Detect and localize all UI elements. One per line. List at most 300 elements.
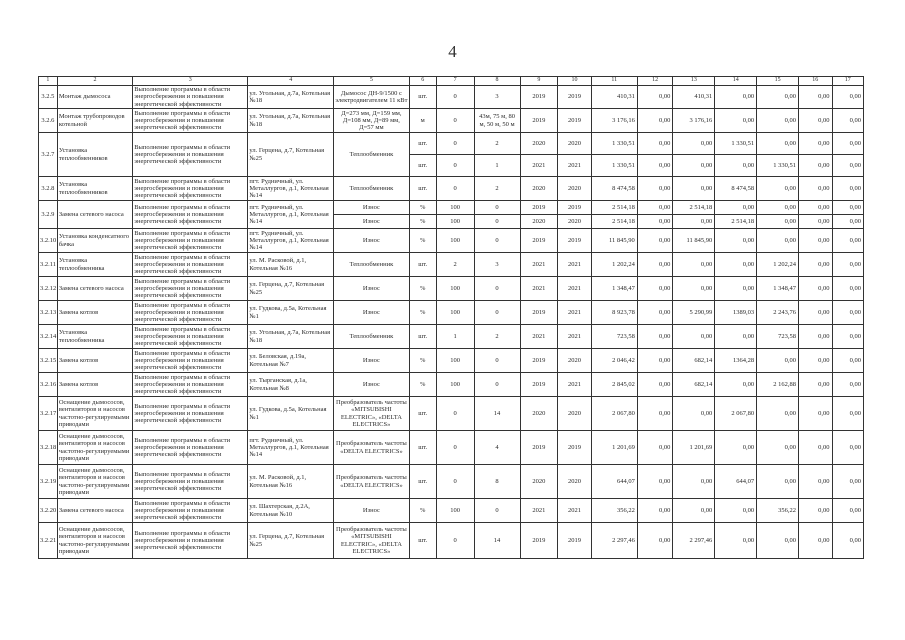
table-cell: пгт. Рудничный, ул. Металлургов, д.1, Котельная №14 [248, 431, 334, 465]
table-cell: ул. Шахтерская, д.2А, Котельная №10 [248, 499, 334, 523]
table-cell: Выполнение программы в области энергосбережения и повышения энергетической эффективности [133, 109, 248, 133]
table-cell: 410,31 [673, 86, 715, 109]
table-cell: 0 [436, 523, 474, 559]
table-cell: 0,00 [832, 86, 863, 109]
table-cell: 0 [436, 155, 474, 177]
table-cell: 2 845,02 [591, 373, 637, 397]
table-cell: 1 330,51 [591, 133, 637, 155]
table-row [39, 253, 864, 277]
table-cell: 1 330,51 [715, 133, 757, 155]
table-cell: 0,00 [757, 431, 799, 465]
table-cell: 3 176,16 [673, 109, 715, 133]
column-number: 5 [334, 77, 409, 86]
table-cell: Выполнение программы в области энергосбережения и повышения энергетической эффективности [133, 325, 248, 349]
table-cell: Замена котлов [57, 301, 132, 325]
table-cell: 1 202,24 [757, 253, 799, 277]
table-cell: ул. Угольная, д.7а, Котельная №18 [248, 109, 334, 133]
table-cell: 1364,28 [715, 349, 757, 373]
table-cell: 0,00 [832, 499, 863, 523]
table-cell: 2 514,18 [673, 201, 715, 215]
table-cell: Установка теплообменников [57, 133, 132, 177]
table-cell: 2021 [520, 499, 558, 523]
table-cell: 0,00 [832, 465, 863, 499]
table-cell: 0,00 [673, 499, 715, 523]
table-cell: 2019 [520, 373, 558, 397]
table-cell: Выполнение программы в области энергосбережения и повышения энергетической эффективности [133, 177, 248, 201]
table-row [39, 86, 864, 109]
table-cell: 0,00 [757, 349, 799, 373]
table-cell: 100 [436, 215, 474, 229]
table-cell: 3 [474, 253, 520, 277]
table-cell: ул. Гудкова, д.5а, Котельная №1 [248, 301, 334, 325]
table-cell: 0,00 [637, 373, 673, 397]
table-cell: ул. Герцена, д.7, Котельная №25 [248, 277, 334, 301]
table-cell: ул. Тырганская, д.1а, Котельная №8 [248, 373, 334, 397]
column-number: 9 [520, 77, 558, 86]
table-cell: 11 845,90 [591, 229, 637, 253]
table-cell: Теплообменник [334, 253, 409, 277]
table-cell: 0,00 [799, 201, 833, 215]
table-cell: 0,00 [832, 431, 863, 465]
table-cell: шт. [409, 155, 436, 177]
table-cell: 3 [474, 86, 520, 109]
table-cell: 2019 [520, 229, 558, 253]
table-cell: Износ [334, 373, 409, 397]
table-cell: 0,00 [832, 201, 863, 215]
table-cell: Установка теплообменника [57, 253, 132, 277]
table-cell: 0,00 [757, 397, 799, 431]
table-cell: 0,00 [715, 499, 757, 523]
table-cell: 2019 [520, 301, 558, 325]
table-cell: 0 [436, 177, 474, 201]
table-cell: 0,00 [637, 229, 673, 253]
table-cell: 3.2.11 [39, 253, 58, 277]
table-row [39, 277, 864, 301]
table-cell: 0 [436, 109, 474, 133]
table-cell: пгт. Рудничный, ул. Металлургов, д.1, Котельная №14 [248, 229, 334, 253]
table-cell: 3.2.10 [39, 229, 58, 253]
table-cell: Износ [334, 499, 409, 523]
table-cell: 2 243,76 [757, 301, 799, 325]
table-cell: Выполнение программы в области энергосбережения и повышения энергетической эффективности [133, 201, 248, 229]
table-cell: ул. Угольная, д.7а, Котельная №18 [248, 86, 334, 109]
table-cell: 3.2.5 [39, 86, 58, 109]
table-cell: 0,00 [799, 431, 833, 465]
table-cell: 0,00 [832, 177, 863, 201]
table-cell: % [409, 215, 436, 229]
table-cell: 0,00 [799, 109, 833, 133]
table-cell: 1 201,69 [673, 431, 715, 465]
table-cell: 2019 [558, 431, 592, 465]
table-cell: шт. [409, 86, 436, 109]
table-cell: 0,00 [832, 277, 863, 301]
table-cell: 0,00 [715, 229, 757, 253]
table-cell: 0,00 [832, 523, 863, 559]
table-cell: Преобразователь частоты «DELTA ELECTRICS» [334, 465, 409, 499]
table-cell: 0,00 [637, 301, 673, 325]
table-cell: 0,00 [673, 133, 715, 155]
table-cell: % [409, 373, 436, 397]
table-cell: 0,00 [832, 373, 863, 397]
table-cell: 2019 [558, 523, 592, 559]
table-cell: 3.2.12 [39, 277, 58, 301]
table-cell: 2020 [558, 177, 592, 201]
column-number: 14 [715, 77, 757, 86]
table-cell: 2020 [520, 133, 558, 155]
table-cell: 0,00 [799, 155, 833, 177]
table-cell: 3.2.15 [39, 349, 58, 373]
table-cell: 0 [474, 277, 520, 301]
table-row [39, 301, 864, 325]
table-cell: 0 [474, 373, 520, 397]
table-cell: 2 297,46 [673, 523, 715, 559]
table-cell: 1 202,24 [591, 253, 637, 277]
table-cell: 3.2.21 [39, 523, 58, 559]
table-cell: Выполнение программы в области энергосбережения и повышения энергетической эффективности [133, 431, 248, 465]
table-cell: Выполнение программы в области энергосбережения и повышения энергетической эффективности [133, 277, 248, 301]
table-cell: Оснащение дымососов, вентиляторов и насосов частотно-регулируемыми приводами [57, 397, 132, 431]
table-cell: Выполнение программы в области энергосбережения и повышения энергетической эффективности [133, 133, 248, 177]
table-cell: 2021 [558, 277, 592, 301]
table-cell: 0,00 [757, 109, 799, 133]
table-cell: 0,00 [637, 397, 673, 431]
table-cell: ул. М. Расковой, д.1, Котельная №16 [248, 253, 334, 277]
table-cell: 0,00 [637, 431, 673, 465]
table-cell: 356,22 [757, 499, 799, 523]
table-cell: 0 [436, 86, 474, 109]
table-cell: Выполнение программы в области энергосбережения и повышения энергетической эффективности [133, 349, 248, 373]
column-number: 10 [558, 77, 592, 86]
table-cell: Установка теплообменника [57, 325, 132, 349]
table-cell: 100 [436, 349, 474, 373]
table-cell: % [409, 201, 436, 215]
table-cell: 2020 [520, 215, 558, 229]
table-cell: 3.2.19 [39, 465, 58, 499]
table-cell: 0,00 [715, 155, 757, 177]
table-cell: 0,00 [673, 465, 715, 499]
table-cell: 11 845,90 [673, 229, 715, 253]
table-cell: 0,00 [637, 523, 673, 559]
table-cell: шт. [409, 397, 436, 431]
column-number: 6 [409, 77, 436, 86]
table-cell: 3.2.18 [39, 431, 58, 465]
column-number-row [39, 77, 864, 86]
table-row [39, 373, 864, 397]
table-cell: 3.2.7 [39, 133, 58, 177]
table-cell: ул. Герцена, д.7, Котельная №25 [248, 133, 334, 177]
table-cell: 723,58 [591, 325, 637, 349]
table-cell: 3.2.9 [39, 201, 58, 229]
table-cell: 0,00 [715, 201, 757, 215]
table-cell: 1 [474, 155, 520, 177]
table-cell: Замена сетевого насоса [57, 499, 132, 523]
table-cell: 8 923,78 [591, 301, 637, 325]
table-cell: 100 [436, 301, 474, 325]
table-cell: 0,00 [673, 325, 715, 349]
column-number: 16 [799, 77, 833, 86]
table-cell: 0,00 [757, 133, 799, 155]
table-cell: 3 176,16 [591, 109, 637, 133]
table-cell: 2020 [558, 465, 592, 499]
table-cell: 2 514,18 [591, 201, 637, 215]
table-cell: шт. [409, 523, 436, 559]
table-cell: пгт. Рудничный, ул. Металлургов, д.1, Котельная №14 [248, 201, 334, 229]
table-cell: 0,00 [715, 86, 757, 109]
table-cell: 2 [474, 325, 520, 349]
table-cell: 2019 [520, 523, 558, 559]
table-cell: 5 290,99 [673, 301, 715, 325]
column-number: 2 [57, 77, 132, 86]
table-cell: 2 [474, 133, 520, 155]
table-cell: 0,00 [673, 155, 715, 177]
table-cell: 682,14 [673, 349, 715, 373]
table-cell: 0,00 [757, 177, 799, 201]
table-cell: 0,00 [637, 465, 673, 499]
table-cell: 0,00 [673, 397, 715, 431]
table-cell: 0,00 [715, 253, 757, 277]
table-cell: 0,00 [757, 201, 799, 215]
table-cell: 0,00 [757, 215, 799, 229]
table-cell: 723,58 [757, 325, 799, 349]
table-cell: 0,00 [799, 349, 833, 373]
table-cell: 2021 [558, 325, 592, 349]
table-cell: Выполнение программы в области энергосбережения и повышения энергетической эффективности [133, 373, 248, 397]
table-cell: ул. М. Расковой, д.1, Котельная №16 [248, 465, 334, 499]
table-cell: 100 [436, 373, 474, 397]
table-cell: % [409, 349, 436, 373]
table-cell: 3.2.16 [39, 373, 58, 397]
column-number: 4 [248, 77, 334, 86]
table-cell: 0,00 [757, 465, 799, 499]
table-cell: % [409, 229, 436, 253]
table-cell: 2 046,42 [591, 349, 637, 373]
table-cell: Преобразователь частоты «MITSUBISHI ELECTRIC», «DELTA ELECTRICS» [334, 523, 409, 559]
table-cell: 1 348,47 [591, 277, 637, 301]
table-cell: 2 067,80 [591, 397, 637, 431]
table-cell: 0,00 [799, 499, 833, 523]
table-cell: 0,00 [799, 465, 833, 499]
table-cell: м [409, 109, 436, 133]
table-cell: 0,00 [637, 86, 673, 109]
table-cell: 2020 [520, 177, 558, 201]
table-cell: 2 162,88 [757, 373, 799, 397]
table-cell: 2021 [520, 253, 558, 277]
table-cell: 0,00 [832, 229, 863, 253]
table-cell: 0,00 [637, 133, 673, 155]
table-cell: 2 514,18 [715, 215, 757, 229]
table-cell: Износ [334, 215, 409, 229]
table-cell: Замена котлов [57, 349, 132, 373]
table-cell: 2021 [558, 373, 592, 397]
table-cell: 2020 [520, 465, 558, 499]
table-cell: 0,00 [832, 133, 863, 155]
table-cell: 0,00 [637, 253, 673, 277]
table-cell: 0,00 [832, 215, 863, 229]
table-cell: 0,00 [799, 177, 833, 201]
table-cell: 100 [436, 229, 474, 253]
table-cell: 0,00 [715, 325, 757, 349]
table-cell: 0,00 [799, 397, 833, 431]
table-cell: 1 201,69 [591, 431, 637, 465]
table-cell: 8 474,58 [591, 177, 637, 201]
table-cell: ул. Беловская, д.19а, Котельная №7 [248, 349, 334, 373]
table-cell: 2 514,18 [591, 215, 637, 229]
table-cell: 2019 [520, 86, 558, 109]
table-cell: 2021 [520, 277, 558, 301]
table-cell: Выполнение программы в области энергосбережения и повышения энергетической эффективности [133, 523, 248, 559]
table-cell: 2020 [520, 397, 558, 431]
table-row [39, 109, 864, 133]
table-cell: 0 [474, 499, 520, 523]
table-cell: 0,00 [799, 229, 833, 253]
table-cell: 2019 [558, 109, 592, 133]
table-cell: 2 297,46 [591, 523, 637, 559]
table-cell: 0,00 [799, 373, 833, 397]
table-cell: 2019 [520, 109, 558, 133]
table-cell: 14 [474, 523, 520, 559]
table-row [39, 325, 864, 349]
table-row [39, 431, 864, 465]
table-cell: 2021 [558, 499, 592, 523]
table-cell: Установка теплообменников [57, 177, 132, 201]
table-cell: 2021 [558, 301, 592, 325]
table-cell: 2 [474, 177, 520, 201]
table-cell: шт. [409, 431, 436, 465]
table-cell: 0 [474, 349, 520, 373]
table-cell: 100 [436, 201, 474, 215]
table-cell: 410,31 [591, 86, 637, 109]
table-cell: 644,07 [715, 465, 757, 499]
table-cell: Износ [334, 349, 409, 373]
table-cell: ул. Герцена, д.7, Котельная №25 [248, 523, 334, 559]
table-cell: Износ [334, 201, 409, 215]
table-cell: 0,00 [673, 277, 715, 301]
table-cell: 1 348,47 [757, 277, 799, 301]
table-cell: 0,00 [799, 86, 833, 109]
table-cell: Износ [334, 277, 409, 301]
table-cell: ул. Гудкова, д.5а, Котельная №1 [248, 397, 334, 431]
table-cell: Износ [334, 229, 409, 253]
table-cell: шт. [409, 253, 436, 277]
table-cell: 1 330,51 [757, 155, 799, 177]
table-row [39, 523, 864, 559]
table-cell: 8 474,58 [715, 177, 757, 201]
table-row [39, 229, 864, 253]
table-cell: 3.2.8 [39, 177, 58, 201]
table-cell: 0 [436, 133, 474, 155]
table-cell: 0,00 [637, 277, 673, 301]
table-cell: 0,00 [673, 177, 715, 201]
table-cell: 356,22 [591, 499, 637, 523]
table-cell: Д=273 мм, Д=159 мм, Д=108 мм, Д=89 мм, Д=57 мм [334, 109, 409, 133]
table-cell: Выполнение программы в области энергосбережения и повышения энергетической эффективности [133, 499, 248, 523]
table-cell: 43м, 75 м, 80 м, 50 м, 50 м [474, 109, 520, 133]
table-cell: 0 [474, 229, 520, 253]
table-cell: 0 [474, 215, 520, 229]
table-cell: % [409, 301, 436, 325]
table-cell: шт. [409, 325, 436, 349]
table-cell: 682,14 [673, 373, 715, 397]
table-cell: 0,00 [832, 397, 863, 431]
table-cell: Выполнение программы в области энергосбережения и повышения энергетической эффективности [133, 465, 248, 499]
table-cell: 0,00 [757, 86, 799, 109]
table-cell: Установка конденсатного бачка [57, 229, 132, 253]
table-cell: 3.2.13 [39, 301, 58, 325]
table-cell: 0,00 [757, 523, 799, 559]
table-cell: 2019 [520, 201, 558, 215]
table-cell: 0,00 [637, 349, 673, 373]
table-cell: 3.2.6 [39, 109, 58, 133]
table-cell: 0,00 [715, 109, 757, 133]
table-cell: 0,00 [637, 155, 673, 177]
table-cell: 0,00 [637, 215, 673, 229]
column-number: 13 [673, 77, 715, 86]
table-cell: Оснащение дымососов, вентиляторов и насосов частотно-регулируемыми приводами [57, 465, 132, 499]
table-cell: 0,00 [832, 301, 863, 325]
table-cell: Преобразователь частоты «DELTA ELECTRICS» [334, 431, 409, 465]
table-cell: 0,00 [715, 431, 757, 465]
table-cell: 0,00 [637, 325, 673, 349]
table-cell: 0,00 [715, 277, 757, 301]
table-cell: 0,00 [799, 523, 833, 559]
table-cell: 0,00 [637, 201, 673, 215]
table-cell: 0,00 [715, 523, 757, 559]
table-row [39, 177, 864, 201]
page-number: 4 [448, 42, 457, 61]
table-cell: 0 [436, 465, 474, 499]
table-cell: 0,00 [757, 229, 799, 253]
table-cell: 0 [436, 397, 474, 431]
table-cell: шт. [409, 177, 436, 201]
table-cell: Выполнение программы в области энергосбережения и повышения энергетической эффективности [133, 253, 248, 277]
table-cell: 0,00 [673, 215, 715, 229]
table-cell: 0,00 [715, 373, 757, 397]
table-cell: 0,00 [799, 133, 833, 155]
table-cell: 2019 [558, 86, 592, 109]
table-cell: Монтаж трубопроводов котельной [57, 109, 132, 133]
table-cell: 0,00 [799, 215, 833, 229]
table-cell: Замена сетевого насоса [57, 201, 132, 229]
table-cell: 0,00 [832, 325, 863, 349]
table-cell: Дымосос ДН-9/1500 с электродвигателем 11 кВт [334, 86, 409, 109]
table-cell: Износ [334, 301, 409, 325]
table-cell: 1 330,51 [591, 155, 637, 177]
table-cell: 0,00 [673, 253, 715, 277]
table-cell: 2020 [558, 133, 592, 155]
table-cell: Выполнение программы в области энергосбережения и повышения энергетической эффективности [133, 229, 248, 253]
table-cell: Теплообменник [334, 133, 409, 177]
table-cell: 1 [436, 325, 474, 349]
table-body [39, 77, 864, 559]
table-cell: 644,07 [591, 465, 637, 499]
table-cell: Оснащение дымососов, вентиляторов и насосов частотно-регулируемыми приводами [57, 431, 132, 465]
table-cell: 2021 [558, 155, 592, 177]
table-cell: 2 [436, 253, 474, 277]
table-cell: 0,00 [832, 349, 863, 373]
table-row [39, 465, 864, 499]
table-row [39, 349, 864, 373]
column-number: 8 [474, 77, 520, 86]
table-cell: 100 [436, 277, 474, 301]
table-cell: 0,00 [832, 109, 863, 133]
table-cell: 0,00 [832, 155, 863, 177]
column-number: 3 [133, 77, 248, 86]
investment-program-table [38, 76, 864, 559]
table-cell: % [409, 277, 436, 301]
table-cell: 0,00 [637, 177, 673, 201]
table-row [39, 201, 864, 215]
table-cell: 1389,03 [715, 301, 757, 325]
